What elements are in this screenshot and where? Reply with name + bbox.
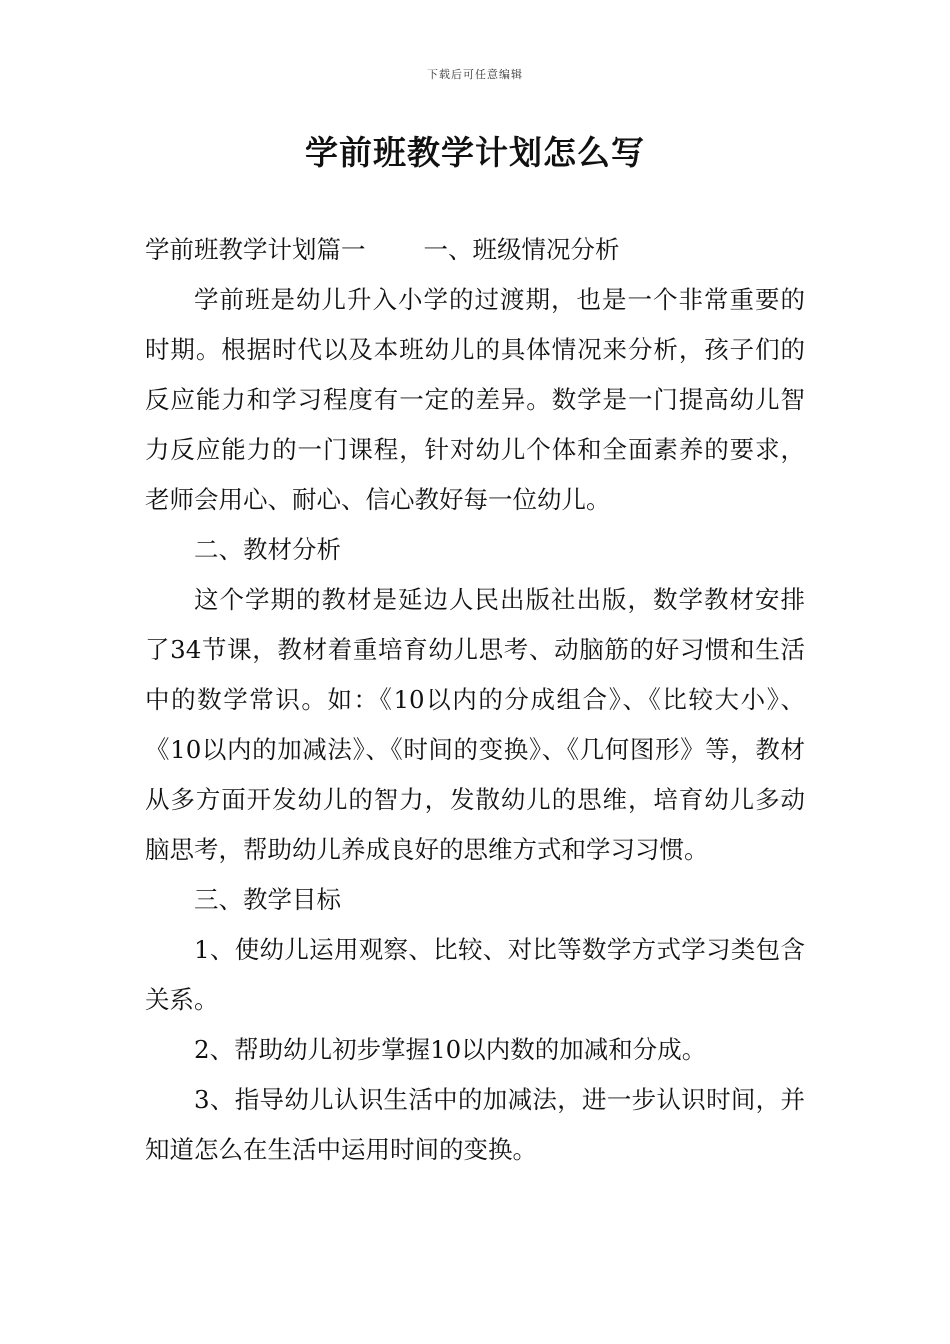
document-body <box>145 225 805 1175</box>
goal-item-3: 3、指导幼儿认识生活中的加减法，进一步认识时间，并知道怎么在生活中运用时间的变换。 <box>145 1085 805 1164</box>
paragraph-class-analysis: 学前班是幼儿升入小学的过渡期，也是一个非常重要的时期。根据时代以及本班幼儿的具体情况来分析，孩子们的反应能力和学习程度有一定的差异。数学是一门提高幼儿智力反应能力的一门课程，针对幼儿个体和全面素养的要求，老师会用心、耐心、信心教好每一位幼儿。 <box>145 285 805 514</box>
section3-heading: 三、教学目标 <box>194 885 341 914</box>
section1-heading: 一、班级情况分析 <box>423 235 620 264</box>
page-header-note: 下载后可任意编辑 <box>427 68 523 81</box>
section2-heading: 二、教材分析 <box>194 535 341 564</box>
document-title: 学前班教学计划怎么写 <box>305 133 645 172</box>
goal-item-1: 1、使幼儿运用观察、比较、对比等数学方式学习类包含关系。 <box>145 935 805 1014</box>
goal-item-2: 2、帮助幼儿初步掌握10以内数的加减和分成。 <box>194 1035 707 1064</box>
intro-line <box>145 225 805 275</box>
intro-heading: 学前班教学计划篇一 <box>145 235 366 264</box>
paragraph-textbook-analysis: 这个学期的教材是延边人民出版社出版，数学教材安排了34节课，教材着重培育幼儿思考、动脑筋的好习惯和生活中的数学常识。如：《10以内的分成组合》、《比较大小》、《10以内的加减法》、《时间的变换》、《几何图形》等，教材从多方面开发幼儿的智力，发散幼儿的思维，培育幼儿多动脑思考，帮助幼儿养成良好的思维方式和学习习惯。 <box>145 585 805 864</box>
